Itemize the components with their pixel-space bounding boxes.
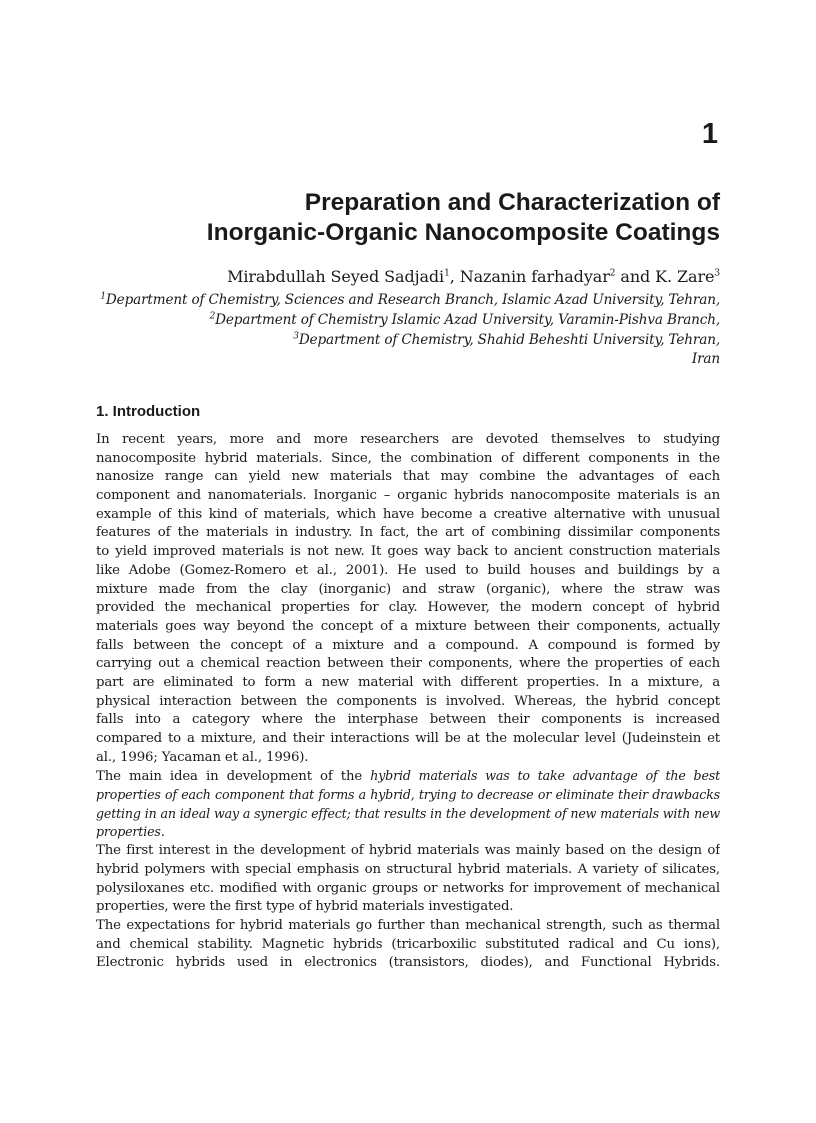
text-line: example of this kind of materials, which have become a creative alternative with unusual — [96, 506, 720, 522]
text-line: The first interest in the development of hybrid materials was mainly based on the design of — [96, 843, 720, 859]
affiliation-text: Iran — [691, 351, 720, 368]
text-line: In recent years, more and more researchers are devoted themselves to studying — [96, 432, 720, 447]
text-run: The main idea in development of the — [96, 769, 371, 785]
author-separator: , — [449, 267, 460, 286]
title-line-1: Preparation and Characterization of — [304, 189, 720, 216]
affiliation-text: Department of Chemistry, Shahid Beheshti University, Tehran, — [298, 331, 720, 348]
affiliation-marker: 2 — [209, 311, 216, 322]
text-line: falls between the concept of a mixture and a compound. A compound is formed by — [96, 637, 720, 653]
text-line: like Adobe (Gomez-Romero et al., 2001). He used to build houses and buildings by a — [96, 562, 720, 578]
text-line: nanosize range can yield new materials that may combine the advantages of each — [96, 469, 720, 485]
affiliation-text: Department of Chemistry Islamic Azad University, Varamin-Pishva Branch, — [215, 311, 720, 328]
section-heading: 1. Introduction — [96, 403, 201, 420]
text-line: features of the materials in industry. In fact, the art of combining dissimilar components — [96, 525, 720, 541]
author-name: Mirabdullah Seyed Sadjadi — [227, 267, 445, 286]
author-name: Nazanin farhadyar — [459, 267, 610, 286]
text-line — [96, 767, 720, 786]
affiliation — [80, 291, 720, 311]
text-line: compared to a mixture, and their interactions will be at the molecular level (Judeinstein et — [96, 731, 720, 746]
text-line: mixture made from the clay (inorganic) and straw (organic), where the straw was — [96, 581, 720, 597]
italic-text-line: getting in an ideal way a synergic effect; that results in the development of new materials with new — [96, 805, 720, 821]
text-line: materials goes way beyond the concept of a mixture between their components, actually — [96, 618, 720, 634]
text-line: al., 1996; Yacaman et al., 1996). — [96, 749, 309, 765]
affiliation — [80, 350, 720, 370]
text-line: falls into a category where the interphase between their components is increased — [96, 712, 720, 728]
affiliation-marker: 2 — [609, 268, 616, 279]
text-run: . — [160, 825, 165, 841]
affiliation-marker: 3 — [714, 268, 720, 279]
body-text — [96, 431, 720, 973]
text-line: carrying out a chemical reaction between their components, where the properties of each — [96, 656, 720, 672]
text-line: provided the mechanical properties for clay. However, the modern concept of hybrid — [96, 600, 720, 616]
chapter-number: 1 — [701, 118, 718, 150]
paper-title — [80, 188, 720, 248]
text-line: properties, were the first type of hybrid materials investigated. — [96, 899, 514, 915]
italic-text-run: hybrid materials was to take advantage of the best — [370, 768, 720, 784]
affiliation — [80, 311, 720, 331]
italic-text-line: properties of each component that forms a hybrid, trying to decrease or eliminate their drawbacks — [96, 787, 720, 803]
title-line-2: Inorganic-Organic Nanocomposite Coatings — [206, 219, 720, 246]
text-line — [96, 823, 720, 842]
text-line: part are eliminated to form a new material with different properties. In a mixture, a — [96, 674, 720, 690]
author-separator: and — [615, 267, 656, 286]
text-line: hybrid polymers with special emphasis on structural hybrid materials. A variety of silicates, — [96, 861, 720, 877]
text-line: component and nanomaterials. Inorganic – organic hybrids nanocomposite materials is an — [96, 488, 720, 504]
affiliation-marker: 1 — [100, 291, 106, 302]
text-line: to yield improved materials is not new. It goes way back to ancient construction materials — [96, 544, 720, 560]
affiliation-marker: 1 — [444, 268, 450, 279]
affiliation-list — [80, 291, 720, 370]
text-line: and chemical stability. Magnetic hybrids (tricarboxilic substituted radical and Cu ions), — [96, 936, 720, 952]
text-line: The expectations for hybrid materials go further than mechanical strength, such as thermal — [96, 917, 720, 933]
affiliation — [80, 331, 720, 351]
text-line: physical interaction between the components is involved. Whereas, the hybrid concept — [96, 693, 720, 709]
text-line: Electronic hybrids used in electronics (transistors, diodes), and Functional Hybrids. — [96, 955, 720, 971]
affiliation-text: Department of Chemistry, Sciences and Research Branch, Islamic Azad University, Tehran, — [105, 292, 720, 308]
author-name: K. Zare — [655, 267, 715, 286]
italic-text-run: properties — [96, 824, 161, 840]
affiliation-marker: 3 — [293, 331, 299, 342]
text-line: polysiloxanes etc. modified with organic groups or networks for improvement of mechanical — [96, 880, 720, 896]
author-list — [80, 266, 720, 288]
text-line: nanocomposite hybrid materials. Since, the combination of different components in the — [96, 450, 720, 466]
